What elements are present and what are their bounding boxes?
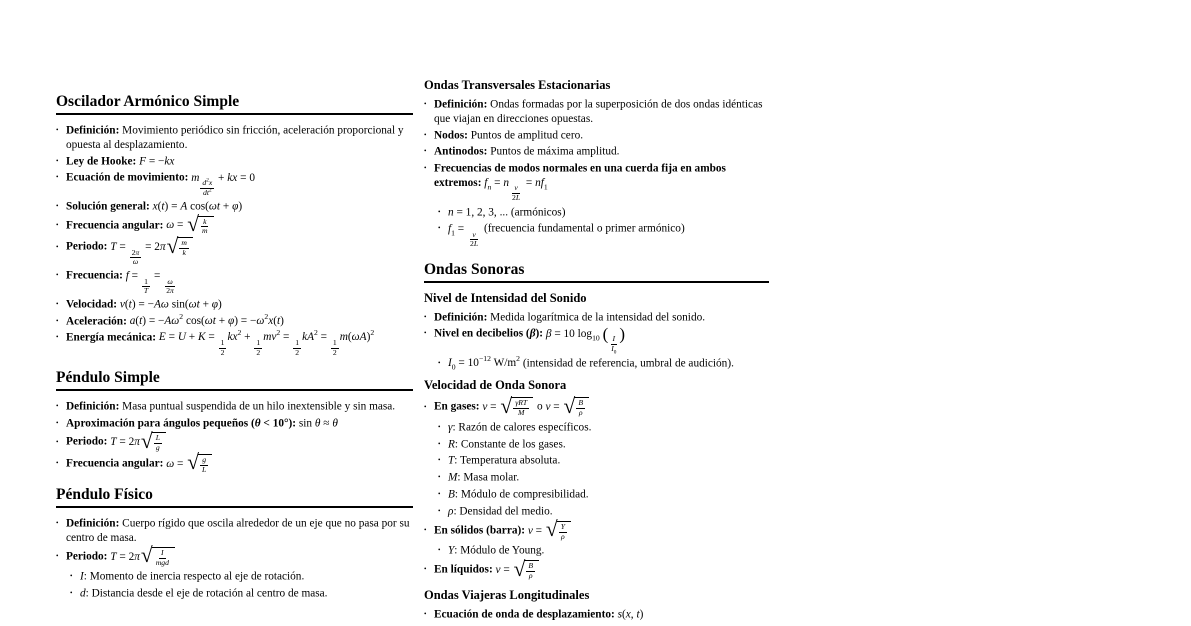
item-text	[56, 212, 413, 237]
sqrt-radical: √ $\frac{m}{k}$	[167, 237, 193, 257]
item-label: Nodos:	[434, 129, 468, 142]
math-formula: ω = √ $\frac{k}{m}$	[163, 219, 214, 231]
formula-item	[438, 504, 769, 519]
item-label: Solución general:	[66, 200, 150, 213]
bullet-icon: •	[424, 565, 427, 574]
formula-item	[70, 569, 413, 584]
math-formula: sin θ ≈ θ	[298, 417, 338, 430]
bullet-icon: •	[438, 439, 441, 448]
section-heading: Ondas Sonoras	[424, 261, 769, 283]
item-text	[56, 543, 413, 568]
subsection-heading: Velocidad de Onda Sonora	[424, 378, 567, 393]
formula-item	[438, 221, 769, 248]
item-text: • $I_0 = 10^{-12}$ $W/m^2$ (intensidad de referencia, umbral de audición).	[438, 354, 734, 372]
item-text: • d: Distancia desde el eje de rotación al centro de masa.	[70, 587, 328, 600]
formula-item	[424, 128, 769, 143]
formula-item	[424, 310, 769, 325]
subsection-heading: Ondas Transversales Estacionarias	[424, 78, 611, 92]
bullet-icon: •	[424, 329, 427, 338]
math-formula: T = 2π √ $\frac{I}{\text{mgd}}$	[107, 551, 175, 563]
item-label: En líquidos:	[434, 563, 493, 576]
math-formula: v = √ $\frac{Y}{\rho}$	[525, 525, 572, 537]
sqrt-radical: √ $\frac{B}{\rho}$	[514, 560, 539, 580]
formula-item	[424, 97, 769, 126]
bullet-icon: •	[56, 300, 59, 309]
formula-item	[56, 314, 413, 329]
math-formula: ω = √ $\frac{g}{L}$	[163, 458, 213, 470]
item-text	[424, 556, 769, 581]
item-text: • Definición: Cuerpo rígido que oscila alrededor de un eje que no pasa por su centro de masa.	[56, 517, 410, 545]
bullet-icon: •	[56, 271, 59, 280]
item-label: Ecuación de onda de desplazamiento:	[434, 608, 615, 621]
bullet-icon: •	[438, 224, 441, 233]
item-text	[56, 450, 413, 475]
math-formula: n = 1, 2, 3, ...	[448, 205, 509, 218]
formula-item	[438, 437, 769, 452]
item-text	[56, 199, 413, 214]
item-text: • Y: Módulo de Young.	[438, 544, 545, 557]
item-text: • Antinodos: Puntos de máxima amplitud.	[424, 145, 620, 158]
math-formula: x(t) = A cos(ωt + φ)	[152, 200, 243, 213]
math-formula: ρ	[448, 505, 454, 518]
formula-item	[438, 205, 769, 220]
bullet-icon: •	[438, 207, 441, 216]
item-text	[424, 324, 769, 356]
sub-item-list	[438, 543, 769, 558]
item-label: ):	[535, 327, 544, 340]
item-text	[56, 233, 413, 267]
bullet-icon: •	[424, 130, 427, 139]
item-text: • M: Masa molar.	[438, 471, 520, 484]
math-formula: $I_0 = 10^{-12}$ $W/m^2$	[448, 354, 520, 372]
bullet-icon: •	[438, 490, 441, 499]
item-text	[56, 314, 413, 329]
formula-item	[56, 123, 413, 152]
item-text: • $f_1$ = $\frac{v}{2L}$ (frecuencia fundamental o primer armónico)	[438, 222, 685, 249]
math-formula: m $\frac{d^2x}{dt^2}$ + kx = 0	[191, 171, 255, 198]
formula-item	[438, 487, 769, 502]
math-formula: $f_1$ = $\frac{v}{2L}$	[448, 222, 479, 249]
bullet-icon: •	[56, 333, 59, 342]
item-label: En sólidos (barra):	[434, 524, 526, 537]
item-text	[56, 428, 413, 453]
bullet-icon: •	[56, 173, 59, 182]
formula-item	[56, 297, 413, 312]
item-text: • Definición: Medida logarítmica de la intensidad del sonido.	[424, 311, 706, 324]
sqrt-radical: √ $\frac{I}{\text{mgd}}$	[141, 547, 175, 567]
item-text: • γ: Razón de calores específicos.	[438, 421, 592, 434]
bullet-icon: •	[438, 546, 441, 555]
column-left	[56, 75, 413, 603]
sqrt-radical: √ $\frac{\text{γRT}}{M}$	[500, 397, 533, 417]
bullet-icon: •	[438, 473, 441, 482]
item-label: Velocidad:	[66, 298, 118, 311]
item-label: Ecuación de movimiento:	[66, 171, 189, 184]
item-text: • B: Módulo de compresibilidad.	[438, 488, 589, 501]
bullet-icon: •	[56, 316, 59, 325]
bullet-icon: •	[56, 437, 59, 446]
item-label: Frecuencia:	[66, 269, 123, 282]
bullet-icon: •	[438, 358, 441, 367]
item-text: • Definición: Masa puntual suspendida de un hilo inextensible y sin masa.	[56, 400, 396, 413]
section-heading: Péndulo Físico	[56, 486, 413, 508]
item-label: Aproximación para ángulos pequeños (	[66, 417, 255, 430]
formula-item	[56, 199, 413, 214]
bullet-icon: •	[56, 156, 59, 165]
subsection-heading: Nivel de Intensidad del Sonido	[424, 290, 587, 305]
subsection-heading: Ondas Viajeras Longitudinales	[424, 588, 590, 603]
math-formula: Y	[448, 544, 455, 557]
item-text: • Definición: Movimiento periódico sin fricción, aceleración proporcional y opuesta al desplazamiento.	[56, 124, 404, 151]
math-formula: I	[80, 570, 84, 583]
item-label: Frecuencia angular:	[66, 219, 164, 232]
sub-item-list	[438, 205, 769, 249]
bullet-icon: •	[56, 552, 59, 561]
sqrt-radical: √ $\frac{L}{g}$	[141, 432, 166, 452]
formula-item	[424, 326, 769, 370]
item-label: ):	[288, 417, 297, 430]
item-label: Antinodos:	[434, 145, 488, 158]
sqrt-radical: √ $\frac{B}{\rho}$	[564, 397, 589, 417]
section-heading: Oscilador Armónico Simple	[56, 93, 413, 115]
math-formula: v = √ $\frac{B}{\rho}$	[545, 401, 590, 413]
sqrt-radical: √ $\frac{g}{L}$	[187, 454, 212, 474]
item-label-math: β	[529, 327, 536, 340]
formula-item	[424, 161, 769, 249]
bullet-icon: •	[424, 610, 427, 619]
item-label: Periodo:	[66, 240, 108, 253]
formula-item	[56, 212, 413, 237]
bullet-icon: •	[424, 163, 427, 172]
item-text: • En gases: v = √ $\frac{\text{γRT}}{M}$ o v = √ $\frac{B}{\rho}$	[424, 397, 769, 417]
item-label: Nivel en decibelios (	[434, 327, 530, 340]
formula-item	[438, 470, 769, 485]
formula-item	[56, 268, 413, 295]
item-label: Frecuencias de modos normales en una cuerda fija en ambos extremos:	[434, 162, 726, 189]
formula-item	[70, 586, 413, 601]
formula-item	[56, 154, 413, 169]
bullet-icon: •	[424, 402, 427, 411]
math-formula: B	[448, 488, 455, 501]
formula-item	[56, 170, 413, 197]
bullet-icon: •	[438, 456, 441, 465]
formula-item	[424, 144, 769, 159]
formula-item	[56, 450, 413, 475]
bullet-icon: •	[56, 126, 59, 134]
math-formula: T = $\frac{2\pi}{\omega}$ = 2π √ $\frac{m}{k}$	[107, 241, 194, 253]
item-text: • I: Momento de inercia respecto al eje de rotación.	[70, 570, 305, 583]
bullet-icon: •	[56, 459, 59, 468]
item-label: Periodo:	[66, 435, 108, 448]
math-formula: s(x, t)	[617, 608, 644, 621]
formula-item	[424, 393, 769, 519]
sub-item-list	[438, 420, 769, 519]
item-label-math: θ < 10°	[254, 417, 289, 430]
item-text: • n = 1, 2, 3, ... (armónicos)	[438, 205, 566, 218]
item-label: Ley de Hooke:	[66, 155, 137, 168]
item-label: Periodo:	[66, 550, 108, 563]
item-text	[56, 297, 413, 312]
bullet-icon: •	[56, 242, 59, 251]
math-formula: d	[80, 587, 86, 600]
formula-item	[424, 556, 769, 581]
formula-item	[56, 428, 413, 453]
formula-item	[56, 330, 413, 357]
item-text: • T: Temperatura absoluta.	[438, 454, 561, 467]
math-formula: R	[448, 437, 455, 450]
math-formula: T	[448, 454, 455, 467]
item-text	[56, 268, 413, 295]
formula-item	[438, 453, 769, 468]
formula-item	[56, 233, 413, 267]
item-text: • Nodos: Puntos de amplitud cero.	[424, 129, 584, 142]
sub-item-list	[438, 356, 769, 371]
bullet-icon: •	[424, 100, 427, 108]
formula-item	[56, 516, 413, 545]
item-text	[56, 330, 413, 357]
item-text	[424, 161, 769, 203]
item-label: Definición:	[66, 124, 120, 137]
math-formula: γ	[448, 421, 453, 434]
item-label: Definición:	[66, 517, 120, 530]
sqrt-radical: √ $\frac{Y}{\rho}$	[546, 521, 571, 541]
math-formula: M	[448, 471, 458, 484]
formula-item	[56, 416, 413, 431]
bullet-icon: •	[424, 147, 427, 156]
item-label: En gases:	[434, 401, 480, 414]
bullet-icon: •	[438, 507, 441, 516]
item-text	[424, 517, 769, 542]
formula-item	[56, 543, 413, 601]
item-text	[424, 607, 769, 622]
formula-item	[424, 517, 769, 558]
bullet-icon: •	[424, 312, 427, 321]
math-formula: T = 2π √ $\frac{L}{g}$	[107, 436, 167, 448]
bullet-icon: •	[56, 402, 59, 411]
math-formula: β = 10 $\log_{10}$ ( $\frac{I}{I_0}$ )	[545, 324, 626, 356]
formula-item	[438, 356, 769, 371]
bullet-icon: •	[56, 418, 59, 427]
math-formula: v = √ $\frac{\text{γRT}}{M}$	[480, 401, 535, 413]
bullet-icon: •	[56, 202, 59, 211]
math-formula: $f_n = n$ $\frac{v}{2L}$ = $nf_1$	[484, 176, 548, 202]
formula-item	[438, 420, 769, 435]
column-right	[424, 78, 769, 624]
bullet-icon: •	[70, 572, 73, 581]
math-formula: F = −kx	[139, 155, 175, 168]
bullet-icon: •	[438, 422, 441, 431]
item-label: Aceleración:	[66, 315, 127, 328]
item-text: • ρ: Densidad del medio.	[438, 505, 553, 518]
math-formula: E = U + K = $\frac{1}{2}$ $kx^2$ + $\frac{1}{2}$ $mv^2$ = $\frac{1}{2}$ $kA^2$ = $\frac{1}{2}$ $m(\omega A)^2$	[158, 328, 375, 357]
item-text	[56, 170, 413, 197]
item-text	[56, 154, 413, 169]
item-label: Definición:	[66, 400, 120, 413]
item-label: Definición:	[434, 311, 488, 324]
bullet-icon: •	[56, 519, 59, 528]
item-label: Definición:	[434, 98, 488, 111]
bullet-icon: •	[424, 526, 427, 535]
item-text: • Definición: Ondas formadas por la superposición de dos ondas idénticas que viajan en direcciones opuestas.	[424, 98, 763, 125]
formula-item	[424, 607, 769, 622]
item-text: • R: Constante de los gases.	[438, 437, 566, 450]
bullet-icon: •	[70, 589, 73, 598]
formula-item	[438, 543, 769, 558]
formula-item	[56, 399, 413, 414]
math-formula: $a(t) = -A\omega^2$ $\cos(\omega t + \varphi) = -\omega^2x(t)$	[129, 312, 284, 328]
math-formula: v(t) = −Aω sin(ωt + φ)	[119, 298, 222, 311]
sqrt-radical: √ $\frac{k}{m}$	[187, 216, 213, 236]
item-label: Energía mecánica:	[66, 331, 157, 344]
sub-item-list	[70, 569, 413, 601]
math-formula: v = √ $\frac{B}{\rho}$	[493, 564, 540, 576]
bullet-icon: •	[56, 220, 59, 229]
math-formula: f = $\frac{1}{T}$ = $\frac{\omega}{2\pi}$	[125, 269, 174, 296]
section-heading: Péndulo Simple	[56, 369, 413, 391]
item-label: Frecuencia angular:	[66, 457, 164, 470]
item-text	[56, 416, 413, 431]
